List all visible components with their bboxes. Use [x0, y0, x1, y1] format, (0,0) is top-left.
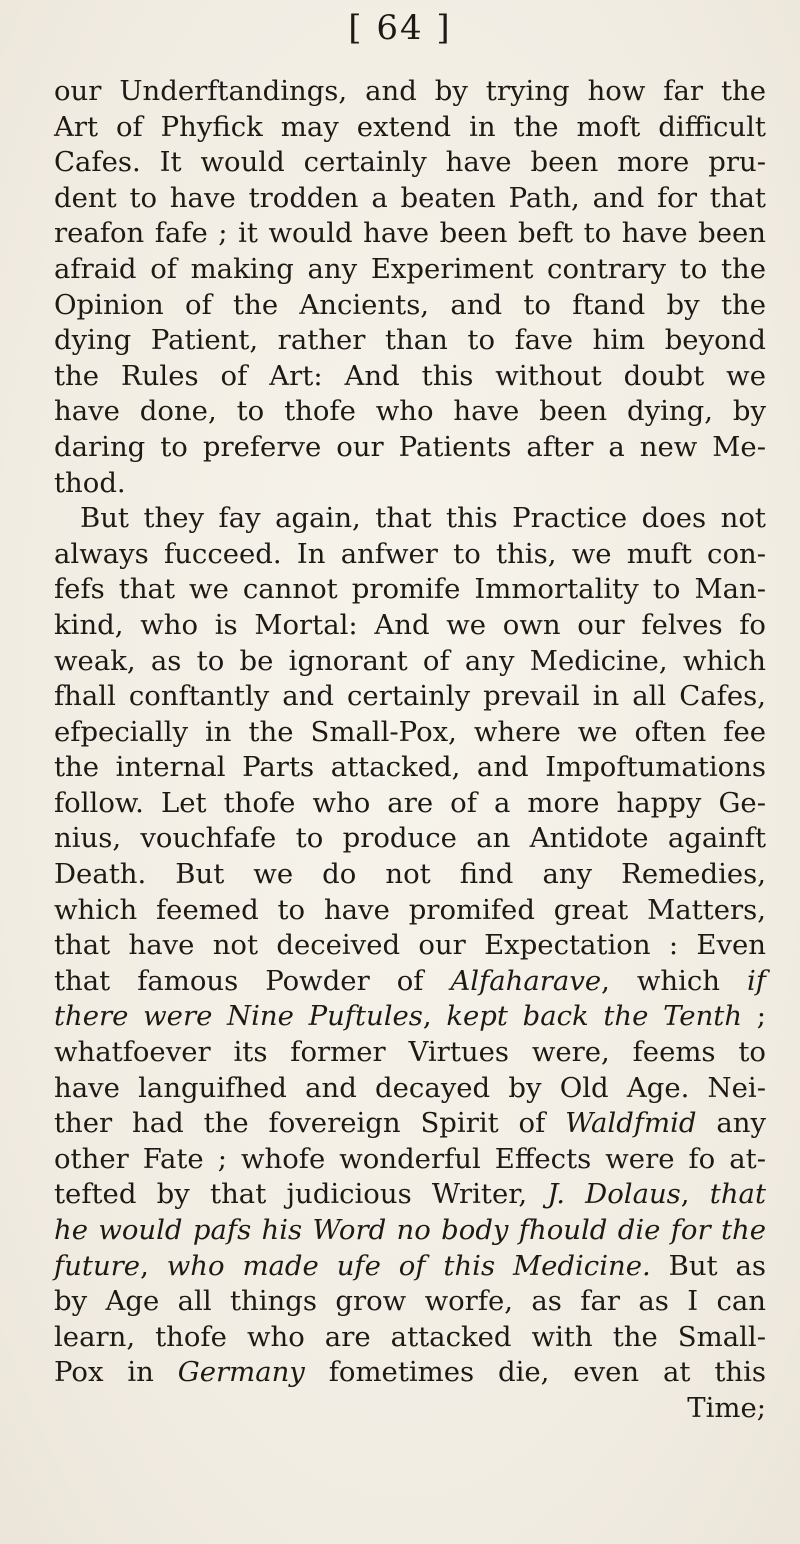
text-line: our Underftandings, and by trying how far the [54, 75, 766, 107]
italic-name-germany: Germany [177, 1356, 305, 1389]
text-line: follow. Let thofe who are of a more happy Ge- [54, 786, 766, 819]
text-run: fometimes die, even at this [304, 1356, 766, 1389]
italic-name-alfaharave: Alfaharave [450, 964, 602, 997]
text-line: dent to have trodden a beaten Path, and for that [54, 181, 766, 214]
text-line: fhall conftantly and certainly prevail in all Cafes, [54, 680, 766, 713]
text-run: But as [650, 1249, 767, 1282]
text-run: ; [742, 1000, 767, 1033]
italic-run: kept back the Tenth [446, 1000, 743, 1033]
paragraph-start-line: But they fay again, that this Practice does not [80, 502, 766, 535]
text-line [54, 1355, 766, 1391]
text-run: Pox in [54, 1356, 178, 1389]
text-line [54, 999, 766, 1035]
text-run: any [696, 1107, 766, 1140]
text-line: efpecially in the Small-Pox, where we often fee [54, 715, 766, 748]
text-line: Cafes. It would certainly have been more pru- [54, 146, 766, 179]
page-number: [ 64 ] [348, 8, 452, 48]
text-line: Death. But we do not find any Remedies, [54, 858, 766, 891]
text-line: other Fate ; whofe wonderful Effects were fo at- [54, 1142, 766, 1175]
italic-run: that [709, 1178, 766, 1211]
text-line: have done, to thofe who have been dying, by [54, 395, 766, 428]
text-line: nius, vouchfafe to produce an Antidote againft [54, 822, 766, 855]
italic-run: future [54, 1249, 141, 1282]
catchword: Time; [687, 1391, 766, 1424]
text-line: afraid of making any Experiment contrary to the [54, 252, 766, 285]
text-line: Opinion of the Ancients, and to ftand by the [54, 288, 766, 321]
text-run: that famous Powder of [54, 964, 451, 997]
text-line: that have not deceived our Expectation : Even [54, 929, 766, 962]
text-line [54, 1177, 766, 1213]
italic-run: if [747, 964, 766, 997]
text-line: Art of Phyfick may extend in the moft difficult [54, 110, 766, 143]
text-run: , which [601, 964, 748, 997]
text-line: the Rules of Art: And this without doubt we [54, 359, 766, 392]
text-run: , [680, 1178, 710, 1211]
text-line: whatfoever its former Virtues were, feems to [54, 1036, 766, 1069]
text-run: tefted by that judicious Writer, [54, 1178, 548, 1211]
text-line: by Age all things grow worfe, as far as I can [54, 1285, 766, 1318]
italic-run: there were Nine Puftules [54, 1000, 423, 1033]
text-line: have languifhed and decayed by Old Age. Nei- [54, 1071, 766, 1104]
text-run: , [422, 1000, 447, 1033]
italic-run: who made ufe of this Medicine. [166, 1249, 651, 1282]
italic-name-waldfmid: Waldfmid [565, 1107, 697, 1140]
text-run: , [140, 1249, 167, 1282]
text-line: daring to preferve our Patients after a new Me- [54, 430, 766, 463]
body-text [54, 74, 766, 1427]
text-line: weak, as to be ignorant of any Medicine, which [54, 644, 766, 677]
text-line: reafon fafe ; it would have been beft to have been [54, 217, 766, 250]
text-line: which feemed to have promifed great Matters, [54, 893, 766, 926]
text-line: learn, thofe who are attacked with the Small- [54, 1320, 766, 1353]
text-run: ther had the fovereign Spirit of [54, 1107, 566, 1140]
text-line: kind, who is Mortal: And we own our felves fo [54, 608, 766, 641]
text-line [54, 964, 766, 1000]
text-line: dying Patient, rather than to fave him beyond [54, 324, 766, 357]
text-line [54, 1106, 766, 1142]
text-line: thod. [54, 466, 126, 499]
text-line: always fucceed. In anfwer to this, we muft con- [54, 537, 766, 570]
text-line: fefs that we cannot promife Immortality to Man- [54, 573, 766, 606]
text-line: the internal Parts attacked, and Impoftumations [54, 751, 766, 784]
italic-line: he would pafs his Word no body fhould die for the [54, 1214, 766, 1246]
italic-name-dolaus: J. Dolaus [547, 1178, 681, 1211]
text-line [54, 1249, 766, 1285]
